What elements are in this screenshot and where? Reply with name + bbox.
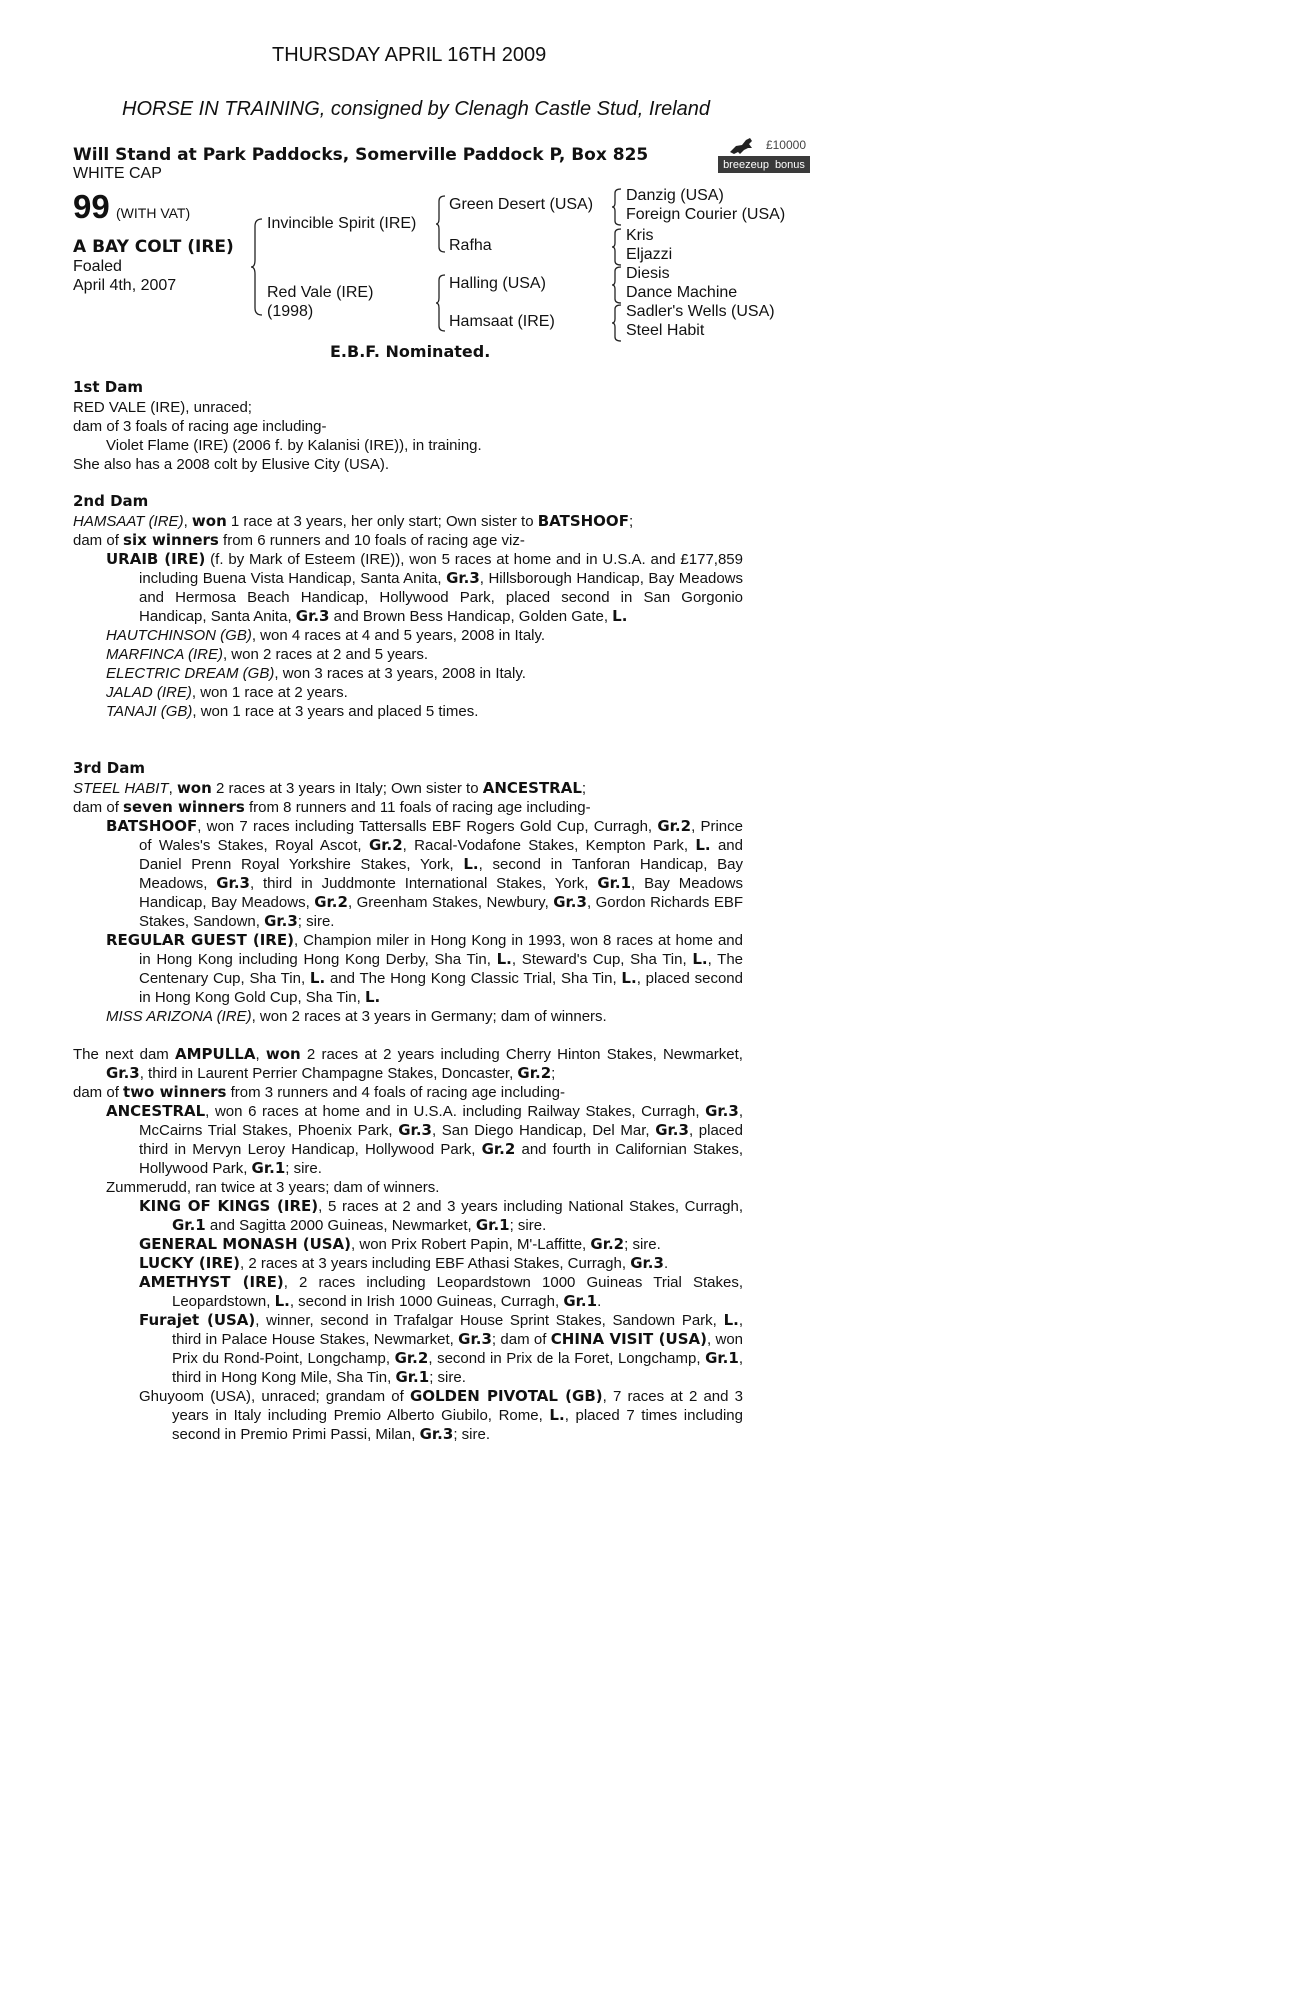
breezeup-bonus-badge bbox=[718, 138, 810, 174]
bonus-bar-right: bonus bbox=[774, 158, 805, 171]
first-dam-heading: 1st Dam bbox=[73, 378, 143, 396]
next-dam-section bbox=[73, 1045, 743, 1444]
progeny-miss-arizona: MISS ARIZONA (IRE), won 2 races at 3 years in Germany; dam of winners. bbox=[106, 1008, 607, 1025]
lot-number: 99 bbox=[73, 188, 110, 225]
second-dam-heading: 2nd Dam bbox=[73, 492, 149, 510]
pedigree-g3-2: Foreign Courier (USA) bbox=[626, 206, 786, 223]
pedigree-g3-6: Dance Machine bbox=[626, 284, 738, 301]
third-dam-section bbox=[73, 759, 743, 1026]
second-dam-dam-of: dam of six winners from 6 runners and 10 foals of racing age viz- bbox=[73, 531, 525, 549]
third-dam-heading: 3rd Dam bbox=[73, 759, 145, 777]
progeny-marfinca: MARFINCA (IRE), won 2 races at 2 and 5 years. bbox=[106, 646, 429, 663]
progeny-general-monash: GENERAL MONASH (USA), won Prix Robert Papin, M'-Laffitte, Gr.2; sire. bbox=[139, 1235, 661, 1253]
next-dam-dam-of: dam of two winners from 3 runners and 4 foals of racing age including- bbox=[73, 1083, 565, 1101]
pedigree-g3-8: Steel Habit bbox=[626, 322, 705, 339]
g3-brace-2 bbox=[611, 228, 623, 266]
progeny-amethyst: AMETHYST (IRE), 2 races including Leopardstown 1000 Guineas Trial Stakes, Leopardstown, L., second in Irish 1000 Guineas, Curragh, Gr.1. bbox=[139, 1273, 744, 1310]
consignment-line: HORSE IN TRAINING, consigned by Clenagh Castle Stud, Ireland bbox=[122, 98, 711, 120]
first-dam-section bbox=[73, 378, 743, 474]
pedigree-sire-sire: Green Desert (USA) bbox=[449, 196, 594, 213]
bonus-bar bbox=[718, 156, 810, 173]
progeny-ghuyoom: Ghuyoom (USA), unraced; grandam of GOLDEN PIVOTAL (GB), 7 races at 2 and 3 years in Italy including Premio Alberto Giubilo, Rome, L., placed 7 times including second in Premio Primi Passi, Milan, Gr.3; sire. bbox=[139, 1387, 743, 1443]
second-dam-intro: HAMSAAT (IRE), won 1 race at 3 years, her only start; Own sister to BATSHOOF; bbox=[73, 512, 634, 530]
pedigree-dam: Red Vale (IRE) bbox=[267, 284, 374, 301]
first-dam-line-2: dam of 3 foals of racing age including- bbox=[73, 418, 327, 435]
dam-line-brace bbox=[435, 274, 447, 332]
sale-date: THURSDAY APRIL 16TH 2009 bbox=[272, 44, 547, 66]
ebf-nominated: E.B.F. Nominated. bbox=[330, 342, 491, 361]
pedigree-dam-dam: Hamsaat (IRE) bbox=[449, 313, 555, 330]
pedigree-g3-4: Eljazzi bbox=[626, 246, 673, 263]
foaled-label: Foaled bbox=[73, 258, 122, 275]
first-dam-progeny: Violet Flame (IRE) (2006 f. by Kalanisi (IRE)), in training. bbox=[106, 437, 482, 454]
foaled-info bbox=[73, 257, 176, 295]
pedigree-sire-dam: Rafha bbox=[449, 237, 492, 254]
progeny-ancestral: ANCESTRAL, won 6 races at home and in U.S.A. including Railway Stakes, Curragh, Gr.3, McCairns Trial Stakes, Phoenix Park, Gr.3, San Diego Handicap, Del Mar, Gr.3, placed third in Mervyn Leroy Handicap, Hollywood Park, Gr.2 and fourth in Californian Stakes, Hollywood Park, Gr.1; sire. bbox=[106, 1102, 743, 1177]
pedigree-sire: Invincible Spirit (IRE) bbox=[267, 215, 417, 232]
pedigree-g3-3: Kris bbox=[626, 227, 654, 244]
bonus-amount: £10000 bbox=[765, 138, 806, 152]
stand-location: Will Stand at Park Paddocks, Somerville Paddock P, Box 825 bbox=[73, 145, 649, 165]
pedigree-g3-1: Danzig (USA) bbox=[626, 187, 724, 204]
g3-brace-3 bbox=[611, 266, 623, 304]
horse-logo-icon bbox=[728, 136, 758, 156]
progeny-king-of-kings: KING OF KINGS (IRE), 5 races at 2 and 3 years including National Stakes, Curragh, Gr.1 and Sagitta 2000 Guineas, Newmarket, Gr.1; sire. bbox=[139, 1197, 743, 1234]
sire-line-brace bbox=[435, 195, 447, 253]
sire-dam-brace bbox=[250, 218, 264, 316]
next-dam-intro: The next dam AMPULLA, won 2 races at 2 years including Cherry Hinton Stakes, Newmarket, Gr.3, third in Laurent Perrier Champagne Stakes, Doncaster, Gr.2; bbox=[73, 1045, 743, 1082]
progeny-tanaji: TANAJI (GB), won 1 race at 3 years and placed 5 times. bbox=[106, 703, 479, 720]
horse-name: A BAY COLT (IRE) bbox=[73, 237, 234, 257]
cap-colour: WHITE CAP bbox=[73, 165, 162, 182]
first-dam-line-4: She also has a 2008 colt by Elusive City (USA). bbox=[73, 456, 389, 473]
pedigree-dam-year: (1998) bbox=[267, 303, 314, 320]
third-dam-dam-of: dam of seven winners from 8 runners and 11 foals of racing age including- bbox=[73, 798, 591, 816]
foaled-date: April 4th, 2007 bbox=[73, 277, 177, 294]
progeny-hautchinson: HAUTCHINSON (GB), won 4 races at 4 and 5 years, 2008 in Italy. bbox=[106, 627, 546, 644]
progeny-batshoof: BATSHOOF, won 7 races including Tattersalls EBF Rogers Gold Cup, Curragh, Gr.2, Prince of Wales's Stakes, Royal Ascot, Gr.2, Racal-Vodafone Stakes, Kempton Park, L. and Daniel Prenn Royal Yorkshire Stakes, York, L., second in Tanforan Handicap, Bay Meadows, Gr.3, third in Juddmonte International Stakes, York, Gr.1, Bay Meadows Handicap, Bay Meadows, Gr.2, Greenham Stakes, Newbury, Gr.3, Gordon Richards EBF Stakes, Sandown, Gr.3; sire. bbox=[106, 817, 743, 930]
progeny-lucky: LUCKY (IRE), 2 races at 3 years including EBF Athasi Stakes, Curragh, Gr.3. bbox=[139, 1254, 669, 1272]
pedigree-dam-sire: Halling (USA) bbox=[449, 275, 546, 292]
g3-brace-1 bbox=[611, 188, 623, 226]
progeny-electric-dream: ELECTRIC DREAM (GB), won 3 races at 3 years, 2008 in Italy. bbox=[106, 665, 526, 682]
progeny-jalad: JALAD (IRE), won 1 race at 2 years. bbox=[106, 684, 348, 701]
bonus-bar-left: breezeup bbox=[723, 158, 769, 171]
progeny-zummerudd: Zummerudd, ran twice at 3 years; dam of winners. bbox=[106, 1179, 440, 1196]
progeny-furajet: Furajet (USA), winner, second in Trafalgar House Sprint Stakes, Sandown Park, L., third in Palace House Stakes, Newmarket, Gr.3; dam of CHINA VISIT (USA), won Prix du Rond-Point, Longchamp, Gr.2, second in Prix de la Foret, Longchamp, Gr.1, third in Hong Kong Mile, Sha Tin, Gr.1; sire. bbox=[139, 1311, 744, 1386]
pedigree-g3-5: Diesis bbox=[626, 265, 670, 282]
third-dam-intro: STEEL HABIT, won 2 races at 3 years in Italy; Own sister to ANCESTRAL; bbox=[73, 779, 587, 797]
vat-note: (WITH VAT) bbox=[116, 205, 191, 221]
first-dam-line-1: RED VALE (IRE), unraced; bbox=[73, 399, 252, 416]
progeny-uraib: URAIB (IRE) (f. by Mark of Esteem (IRE)), won 5 races at home and in U.S.A. and £177,859 including Buena Vista Handicap, Santa Anita, Gr.3, Hillsborough Handicap, Bay Meadows and Hermosa Beach Handicap, Hollywood Park, placed second in San Gorgonio Handicap, Santa Anita, Gr.3 and Brown Bess Handicap, Golden Gate, L. bbox=[106, 550, 743, 625]
pedigree-g3-7: Sadler's Wells (USA) bbox=[626, 303, 775, 320]
second-dam-section bbox=[73, 492, 743, 721]
g3-brace-4 bbox=[611, 304, 623, 342]
progeny-regular-guest: REGULAR GUEST (IRE), Champion miler in Hong Kong in 1993, won 8 races at home and in Hong Kong including Hong Kong Derby, Sha Tin, L., Steward's Cup, Sha Tin, L., The Centenary Cup, Sha Tin, L. and The Hong Kong Classic Trial, Sha Tin, L., placed second in Hong Kong Gold Cup, Sha Tin, L. bbox=[106, 931, 744, 1006]
